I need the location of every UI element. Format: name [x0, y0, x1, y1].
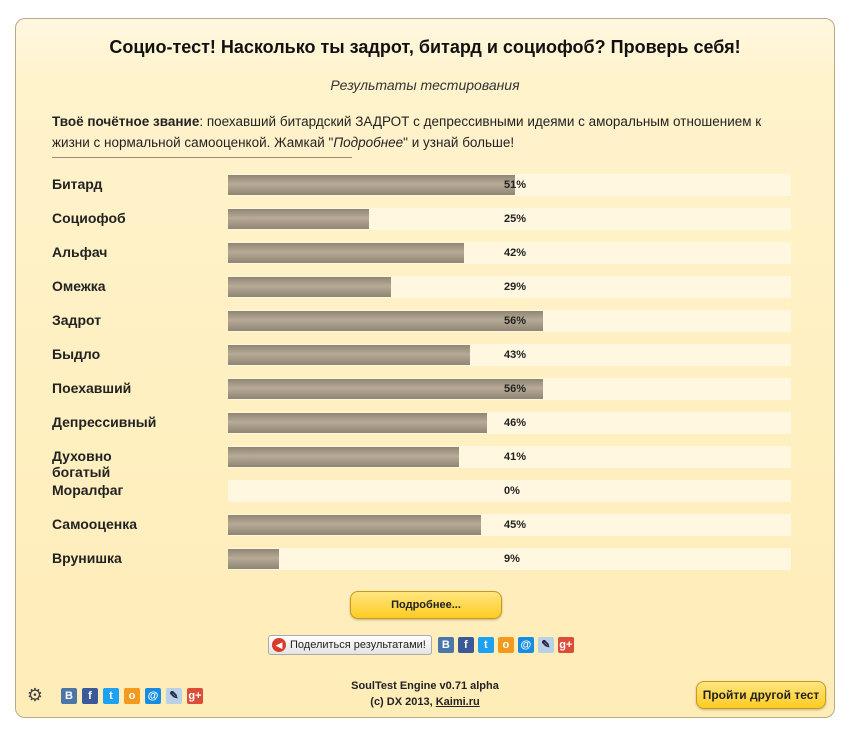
share-results-label: Поделиться результатами!: [290, 639, 426, 651]
score-label: Депрессивный: [52, 414, 157, 430]
score-bar: [228, 311, 543, 331]
score-percent: 42%: [504, 247, 527, 259]
score-percent: 25%: [504, 213, 527, 225]
score-percent: 43%: [504, 349, 527, 361]
odnoklassniki-icon[interactable]: о: [498, 637, 514, 653]
score-label: Моралфаг: [52, 482, 124, 498]
share-results-button[interactable]: [268, 635, 432, 655]
score-percent: 56%: [504, 315, 527, 327]
score-bar: [228, 413, 487, 433]
twitter-icon[interactable]: t: [103, 688, 119, 704]
score-track: [228, 548, 791, 570]
score-percent: 9%: [504, 553, 520, 565]
google-plus-icon[interactable]: g+: [559, 639, 573, 651]
score-track: [228, 412, 791, 434]
livejournal-icon[interactable]: ✎: [538, 637, 554, 653]
vk-icon[interactable]: В: [438, 637, 454, 653]
score-track: [228, 208, 791, 230]
honor-description: поехавший битардский ЗАДРОТ с депрессивными идеями с аморальным отношением к жизни с нормальной самооценкой. Жамкай ": [52, 114, 762, 150]
speaker-icon: ◀: [272, 638, 286, 652]
gear-icon[interactable]: ⚙: [26, 685, 44, 706]
facebook-icon[interactable]: f: [458, 637, 474, 653]
score-track: [228, 378, 791, 400]
score-percent: 45%: [504, 519, 527, 531]
honor-label: Твоё почётное звание: [52, 114, 200, 129]
mailru-icon[interactable]: @: [145, 688, 161, 704]
page-title: Социо-тест! Насколько ты задрот, битард и социофоб? Проверь себя!: [109, 37, 741, 57]
score-label: Омежка: [52, 278, 106, 294]
score-track: [228, 174, 791, 196]
score-track: [228, 446, 791, 468]
facebook-icon[interactable]: f: [82, 688, 98, 704]
score-percent: 29%: [504, 281, 527, 293]
engine-version: SoulTest Engine v0.71 alpha: [351, 680, 499, 692]
score-label: Духовно богатый: [52, 448, 112, 480]
score-label: Битард: [52, 176, 103, 192]
score-bar: [228, 549, 279, 569]
twitter-icon[interactable]: t: [478, 637, 494, 653]
google-plus-icon[interactable]: g+: [188, 689, 202, 702]
score-label: Социофоб: [52, 210, 126, 226]
share-bar: [268, 635, 574, 655]
score-label: Самооценка: [52, 516, 137, 532]
honor-tail: " и узнай больше!: [403, 135, 515, 150]
results-panel: [15, 18, 835, 718]
score-bar: [228, 209, 369, 229]
score-track: [228, 480, 791, 502]
score-label: Задрот: [52, 312, 102, 328]
score-bar: [228, 345, 470, 365]
score-bar: [228, 277, 391, 297]
honor-separator: :: [199, 114, 207, 129]
score-track: [228, 514, 791, 536]
score-percent: 51%: [504, 179, 527, 191]
score-bar: [228, 175, 515, 195]
divider: [52, 157, 352, 158]
other-test-button[interactable]: Пройти другой тест: [696, 681, 826, 709]
score-track: [228, 344, 791, 366]
honor-link-name: Подробнее: [333, 135, 404, 150]
mailru-icon[interactable]: @: [518, 637, 534, 653]
score-percent: 46%: [504, 417, 527, 429]
score-track: [228, 242, 791, 264]
score-bar: [228, 515, 481, 535]
score-percent: 0%: [504, 485, 520, 497]
score-bar: [228, 379, 543, 399]
score-track: [228, 310, 791, 332]
odnoklassniki-icon[interactable]: о: [124, 688, 140, 704]
score-bar: [228, 447, 459, 467]
score-track: [228, 276, 791, 298]
livejournal-icon[interactable]: ✎: [166, 688, 182, 704]
page-subtitle: Результаты тестирования: [330, 77, 520, 93]
score-label: Альфач: [52, 244, 108, 260]
copyright-text: (c) DX 2013,: [370, 696, 436, 708]
score-percent: 56%: [504, 383, 527, 395]
score-label: Врунишка: [52, 550, 122, 566]
site-link[interactable]: Kaimi.ru: [435, 696, 480, 708]
score-label: Быдло: [52, 346, 101, 362]
more-button[interactable]: Подробнее...: [350, 591, 502, 619]
honor-text: [52, 111, 797, 153]
vk-icon[interactable]: В: [61, 688, 77, 704]
score-percent: 41%: [504, 451, 527, 463]
score-label: Поехавший: [52, 380, 132, 396]
score-bar: [228, 243, 464, 263]
